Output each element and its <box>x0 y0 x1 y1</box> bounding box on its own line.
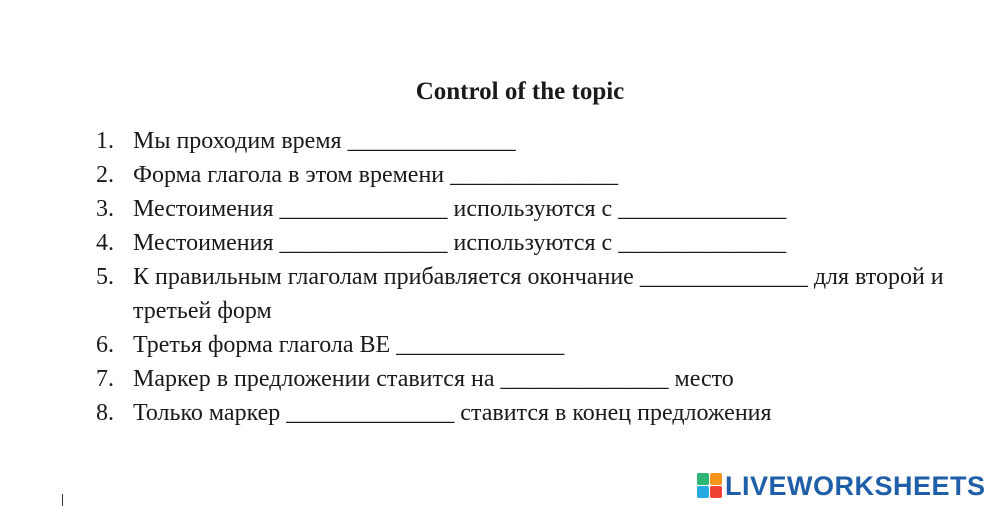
question-number: 1. <box>96 128 114 154</box>
question-text <box>133 124 956 158</box>
question-text-part: для второй и третьей форм <box>133 264 944 324</box>
answer-blank[interactable]: ______________ <box>347 128 516 154</box>
answer-blank[interactable]: ______________ <box>450 162 619 188</box>
question-text <box>133 158 956 192</box>
question-text-part: Форма глагола в этом времени <box>133 162 451 188</box>
answer-blank[interactable]: ______________ <box>618 230 787 256</box>
answer-blank[interactable]: ______________ <box>279 230 448 256</box>
question-text <box>133 226 956 260</box>
question-text-part: используются с <box>447 196 619 222</box>
question-text <box>133 192 956 226</box>
question-item <box>96 328 956 362</box>
question-text-part: ставится в конец предложения <box>454 400 772 426</box>
question-number: 7. <box>96 366 114 392</box>
question-text-part: Маркер в предложении ставится на <box>133 366 501 392</box>
answer-blank[interactable]: ______________ <box>286 400 455 426</box>
logo-text: LIVEWORKSHEETS <box>725 470 986 501</box>
question-text-part: Мы проходим время <box>133 128 348 154</box>
question-text <box>133 396 956 430</box>
question-number: 8. <box>96 400 114 426</box>
question-item <box>96 396 956 430</box>
liveworksheets-logo-icon <box>697 473 723 499</box>
question-text-part: место <box>668 366 734 392</box>
question-number: 4. <box>96 230 114 256</box>
question-text-part: К правильным глаголам прибавляется окончание <box>133 264 640 290</box>
question-text-part: Местоимения <box>133 230 280 256</box>
question-number: 3. <box>96 196 114 222</box>
question-item <box>96 192 956 226</box>
question-text-part: Третья форма глагола BE <box>133 332 397 358</box>
answer-blank[interactable]: ______________ <box>618 196 787 222</box>
text-cursor-mark <box>62 494 63 506</box>
worksheet-title: Control of the topic <box>415 78 625 105</box>
answer-blank[interactable]: ______________ <box>500 366 669 392</box>
question-number: 6. <box>96 332 114 358</box>
question-item <box>96 158 956 192</box>
question-text <box>133 328 956 362</box>
question-number: 5. <box>96 264 114 290</box>
question-text-part: Местоимения <box>133 196 280 222</box>
answer-blank[interactable]: ______________ <box>279 196 448 222</box>
question-item <box>96 260 956 328</box>
question-text-part: используются с <box>447 230 619 256</box>
question-list <box>96 124 956 430</box>
question-text-part: Только маркер <box>133 400 287 426</box>
liveworksheets-logo[interactable] <box>697 470 986 502</box>
question-text <box>133 260 956 328</box>
answer-blank[interactable]: ______________ <box>639 264 808 290</box>
question-item <box>96 124 956 158</box>
question-item <box>96 362 956 396</box>
answer-blank[interactable]: ______________ <box>396 332 565 358</box>
question-text <box>133 362 956 396</box>
question-number: 2. <box>96 162 114 188</box>
question-item <box>96 226 956 260</box>
